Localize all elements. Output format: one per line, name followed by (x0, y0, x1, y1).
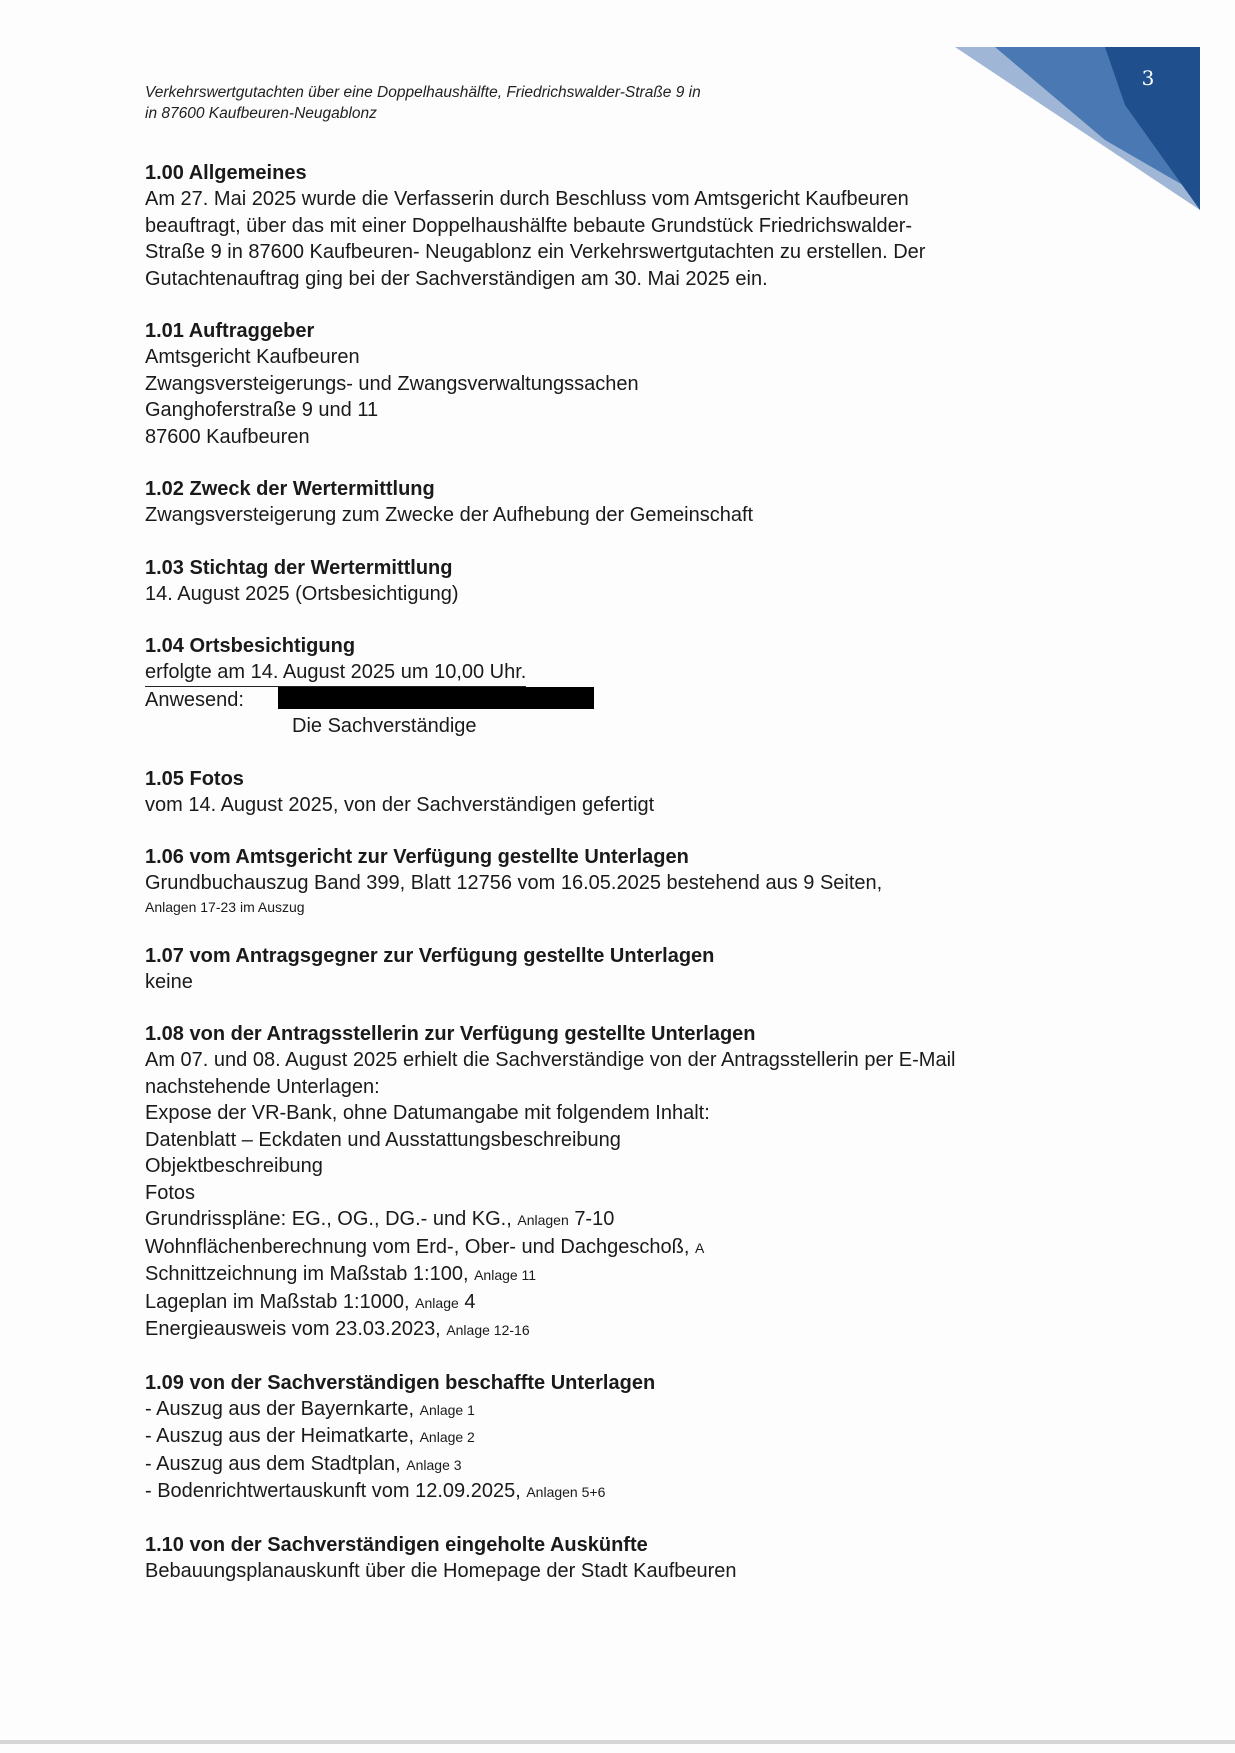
text-line: Fotos (145, 1181, 196, 1204)
section-1-03 (145, 555, 1105, 608)
page-number: 3 (1141, 66, 1155, 90)
section-heading: 1.00 Allgemeines (145, 162, 307, 184)
list-item: - Auszug aus dem Stadtplan, Anlage 3 (145, 1452, 462, 1475)
text-line: keine (145, 970, 193, 993)
text-line: Zwangsversteigerungs- und Zwangsverwaltungssachen (145, 372, 639, 395)
text-line: Am 07. und 08. August 2025 erhielt die Sachverständige von der Antragsstellerin per E-Mail (145, 1049, 956, 1071)
text-line: Grundbuchauszug Band 399, Blatt 12756 vom 16.05.2025 bestehend aus 9 Seiten, (145, 872, 883, 894)
present-label: Anwesend: (145, 688, 244, 711)
section-heading: 1.04 Ortsbesichtigung (145, 635, 356, 657)
text-line: Gutachtenauftrag ging bei der Sachverständigen am 30. Mai 2025 ein. (145, 267, 768, 290)
section-1-00 (145, 160, 1105, 292)
list-item: - Bodenrichtwertauskunft vom 12.09.2025, Anlagen 5+6 (145, 1480, 606, 1502)
text-line: vom 14. August 2025, von der Sachverständigen gefertigt (145, 793, 655, 816)
section-1-02 (145, 476, 1105, 529)
section-1-01 (145, 318, 1105, 450)
list-item: Lageplan im Maßstab 1:1000, Anlage 4 (145, 1290, 476, 1313)
header-line-1: Verkehrswertgutachten über eine Doppelhaushälfte, Friedrichswalder-Straße 9 in (145, 84, 701, 101)
section-1-06 (145, 844, 1105, 917)
section-heading: 1.08 von der Antragsstellerin zur Verfügung gestellte Unterlagen (145, 1023, 756, 1045)
text-line: Straße 9 in 87600 Kaufbeuren- Neugablonz ein Verkehrswertgutachten zu erstellen. Der (145, 241, 926, 263)
section-1-08 (145, 1021, 1105, 1344)
section-1-05 (145, 766, 1105, 819)
list-item: Grundrisspläne: EG., OG., DG.- und KG., Anlagen 7-10 (145, 1208, 615, 1230)
list-item: Schnittzeichnung im Maßstab 1:100, Anlage 11 (145, 1263, 537, 1285)
list-item: - Auszug aus der Heimatkarte, Anlage 2 (145, 1425, 475, 1447)
list-item: Energieausweis vom 23.03.2023, Anlage 12-16 (145, 1318, 530, 1340)
section-heading: 1.09 von der Sachverständigen beschaffte Unterlagen (145, 1371, 656, 1394)
scan-edge-line (0, 1740, 1235, 1744)
redaction-bar (278, 687, 594, 709)
list-item: Wohnflächenberechnung vom Erd-, Ober- und Dachgeschoß, A (145, 1235, 705, 1258)
text-line: Amtsgericht Kaufbeuren (145, 346, 360, 368)
attachment-note: Anlagen 17-23 im Auszug (145, 898, 305, 915)
text-line: Am 27. Mai 2025 wurde die Verfasserin durch Beschluss vom Amtsgericht Kaufbeuren (145, 188, 909, 210)
text-line: 14. August 2025 (Ortsbesichtigung) (145, 582, 459, 605)
text-line: Ganghoferstraße 9 und 11 (145, 399, 379, 421)
section-heading: 1.05 Fotos (145, 767, 244, 790)
text-line: Zwangsversteigerung zum Zwecke der Aufhebung der Gemeinschaft (145, 504, 754, 526)
page-header (145, 82, 865, 124)
text-line: Bebauungsplanauskunft über die Homepage der Stadt Kaufbeuren (145, 1559, 737, 1582)
section-heading: 1.03 Stichtag der Wertermittlung (145, 556, 453, 579)
document-body (145, 160, 1105, 1610)
text-line: Objektbeschreibung (145, 1155, 323, 1177)
section-heading: 1.07 vom Antragsgegner zur Verfügung gestellte Unterlagen (145, 944, 715, 967)
section-1-07 (145, 943, 1105, 996)
text-line: beauftragt, über das mit einer Doppelhaushälfte bebaute Grundstück Friedrichswalder- (145, 214, 913, 237)
list-item: - Auszug aus der Bayernkarte, Anlage 1 (145, 1397, 475, 1420)
section-heading: 1.06 vom Amtsgericht zur Verfügung gestellte Unterlagen (145, 846, 689, 868)
section-heading: 1.02 Zweck der Wertermittlung (145, 478, 435, 500)
section-1-04 (145, 633, 1105, 740)
section-heading: 1.01 Auftraggeber (145, 320, 315, 342)
header-line-2: in 87600 Kaufbeuren-Neugablonz (145, 105, 377, 122)
text-line: Datenblatt – Eckdaten und Ausstattungsbeschreibung (145, 1128, 621, 1151)
section-heading: 1.10 von der Sachverständigen eingeholte Auskünfte (145, 1533, 648, 1556)
text-line: 87600 Kaufbeuren (145, 425, 310, 448)
visit-date-line: erfolgte am 14. August 2025 um 10,00 Uhr. (145, 659, 526, 687)
section-1-10 (145, 1532, 1105, 1585)
text-line: nachstehende Unterlagen: (145, 1075, 380, 1098)
section-1-09 (145, 1370, 1105, 1506)
present-person: Die Sachverständige (292, 715, 477, 737)
text-line: Expose der VR-Bank, ohne Datumangabe mit folgendem Inhalt: (145, 1102, 710, 1124)
